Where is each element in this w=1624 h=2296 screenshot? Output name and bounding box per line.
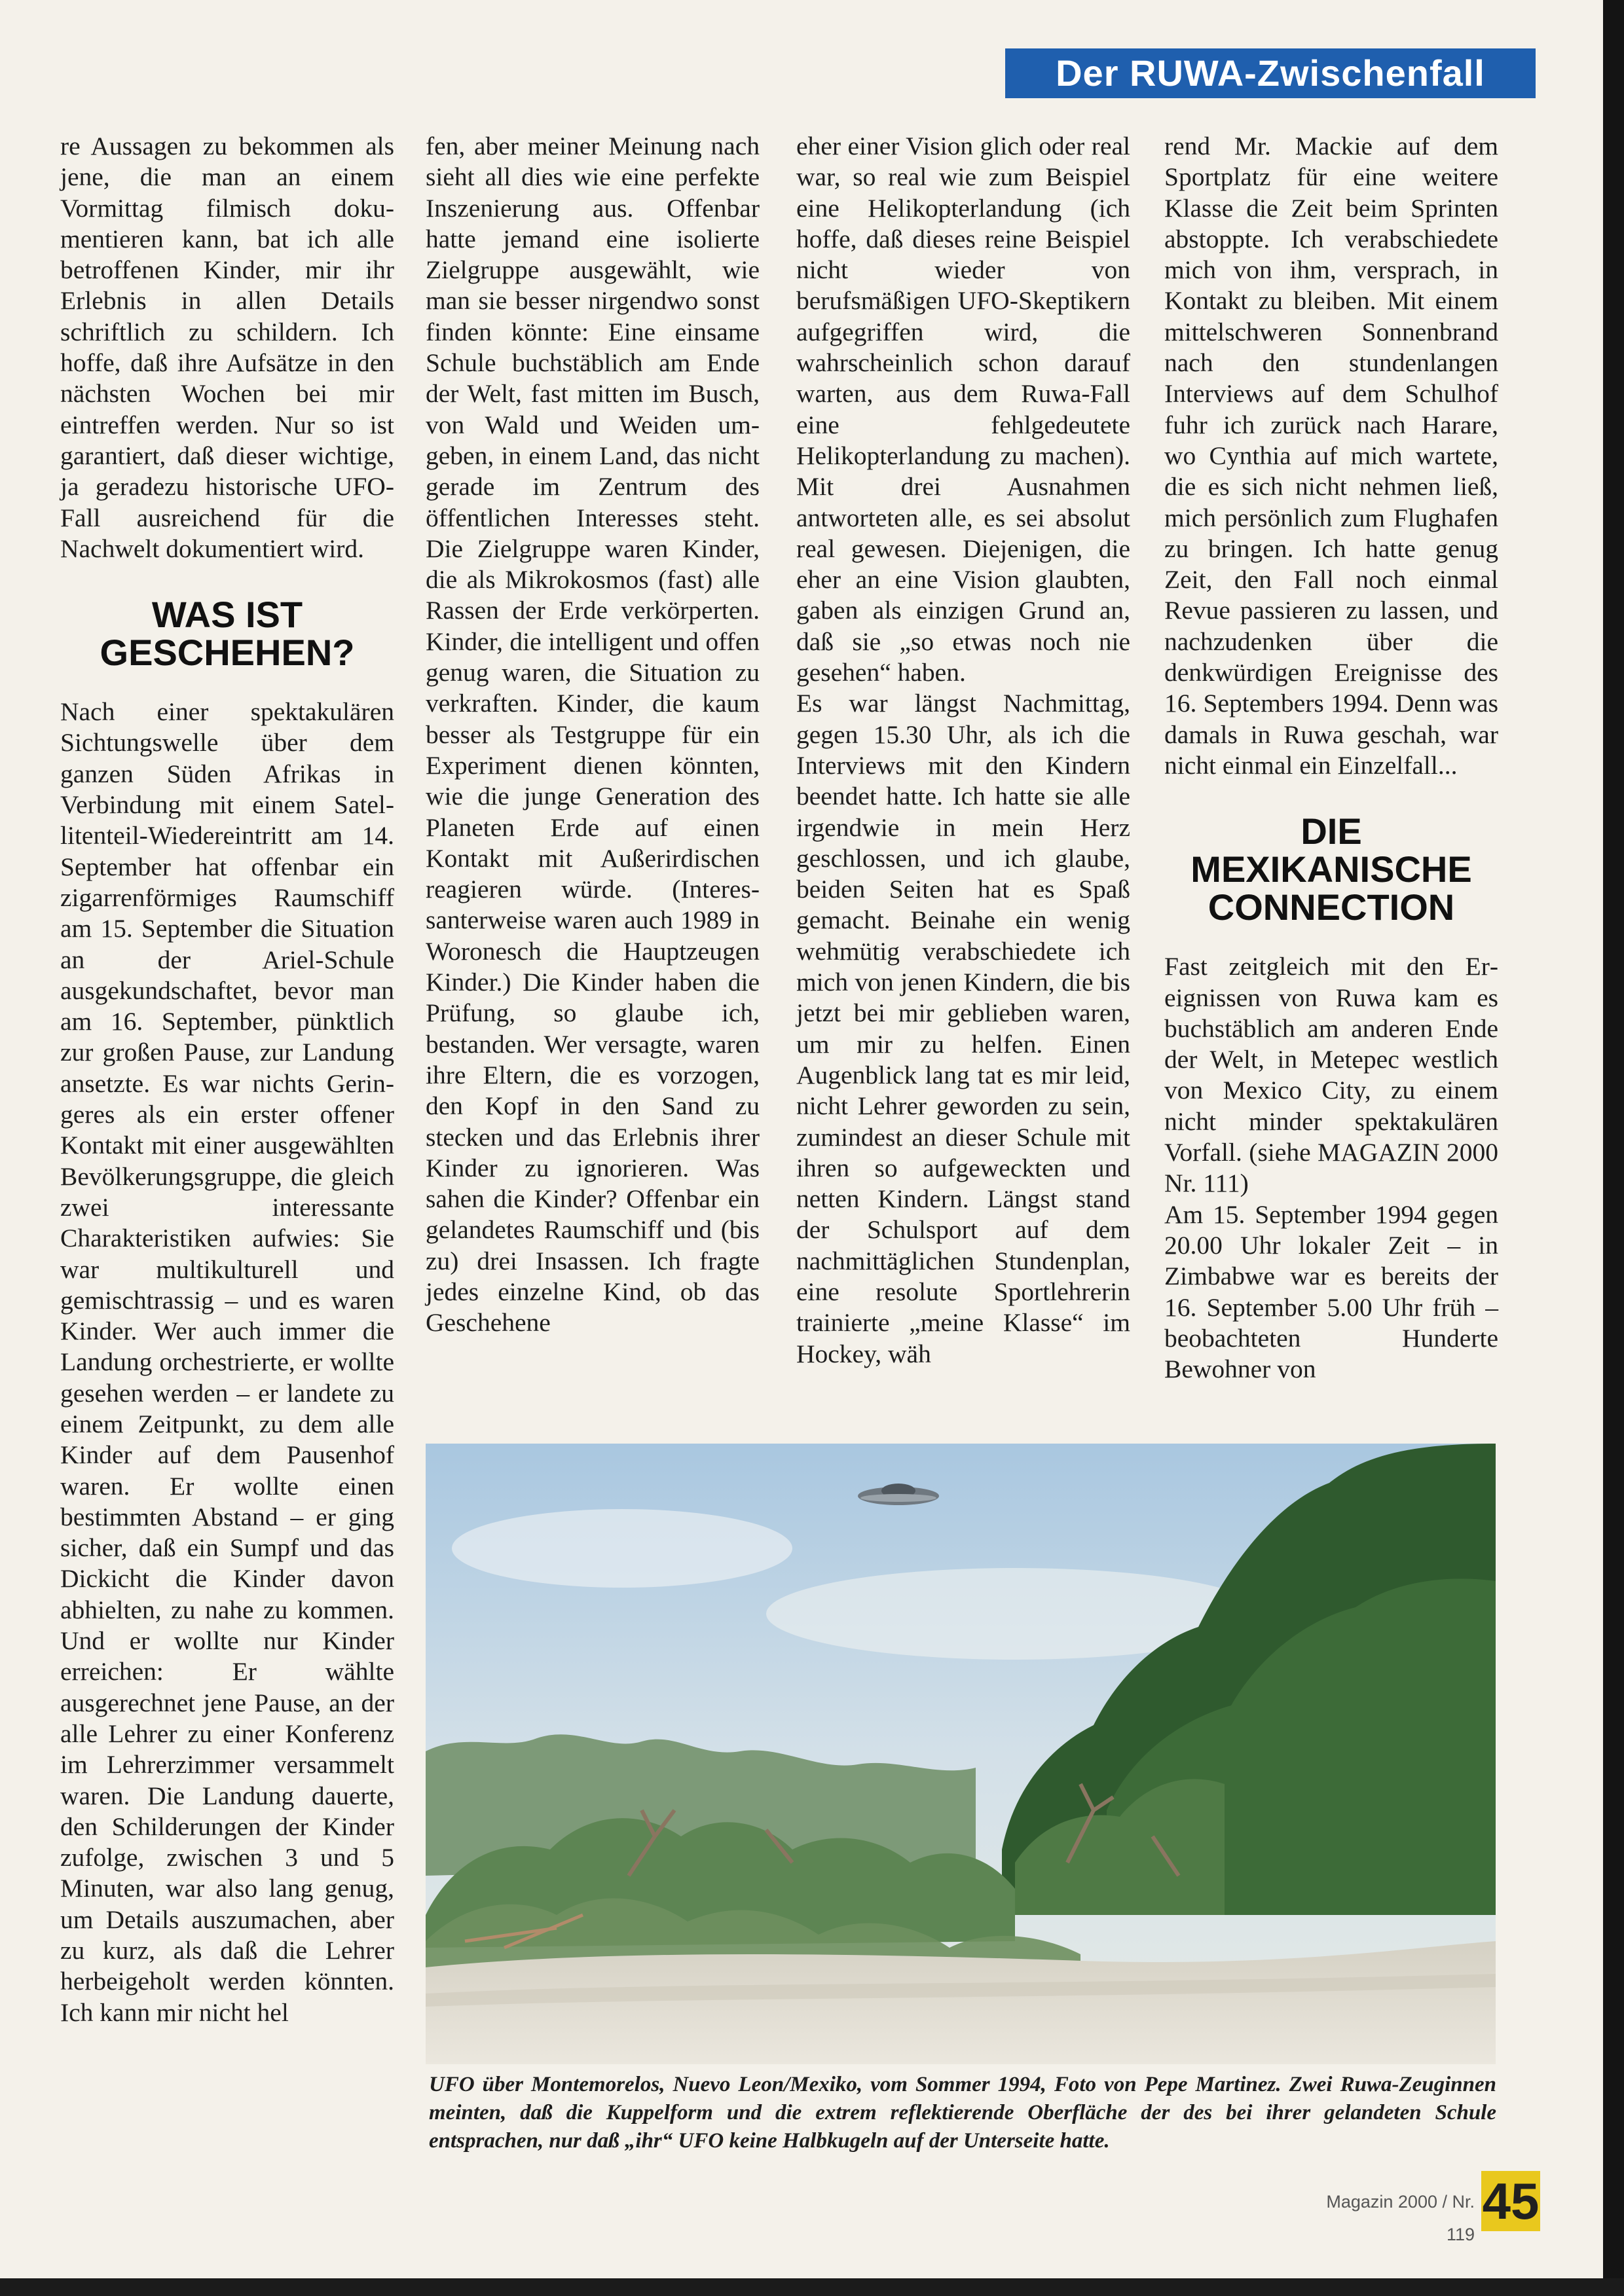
text-column-3 [796, 131, 1130, 1370]
text-column-2 [426, 131, 760, 1339]
text-column-4 [1164, 131, 1498, 1385]
section-tag: Der RUWA-Zwischenfall [1005, 48, 1536, 98]
paragraph: re Aussagen zu bekommen als jene, die man an einem Vormittag filmisch dokumentieren kann, bat ich alle betroffenen Kinder, mir ihr Erlebnis in allen Details schriftlich zu schildern. Ich hoffe, daß ihre Aufsätze in den nächsten Wochen bei mir eintreffen werden. Nur so ist garantiert, daß dieser wichtige, ja geradezu historische UFO-Fall ausreichend für die Nachwelt dokumentiert wird. [60, 132, 394, 563]
paragraph: fen, aber meiner Meinung nach sieht all dies wie eine perfekte Inszenierung aus. Offenbar hatte jemand eine isolierte Zielgruppe ausgewählt, wie man sie besser nirgendwo sonst finden könnte: Eine einsame Schule buchstäblich am Ende der Welt, fast mitten im Busch, von Wald und Weiden umgeben, in einem Land, das nicht gerade im Zentrum des öffentlichen Interesses steht. Die Zielgruppe waren Kinder, die als Mikrokosmos (fast) alle Rassen der Erde verkörperten. Kinder, die intelligent und offen genug waren, die Situation zu verkraften. Kinder, die kaum besser als Testgruppe für ein Experiment dienen könnten, wie die junge Generation des Planeten Erde auf einen Kontakt mit Außerirdischen reagieren würde. (Interessanterweise waren auch 1989 in Woronesch die Hauptzeugen Kinder.) Die Kinder haben die Prüfung, so glaube ich, bestanden. Wer versagte, waren ihre Eltern, die es vorzogen, den Kopf in den Sand zu stecken und das Erlebnis ihrer Kinder zu ignorieren. Was sahen die Kinder? Offenbar ein gelandetes Raumschiff und (bis zu) drei Insassen. Ich fragte jedes einzelne Kind, ob das Geschehene [426, 132, 760, 1338]
ufo-photo-illustration [426, 1444, 1496, 2064]
paragraph: Es war längst Nachmittag, gegen 15.30 Uhr, als ich die Interviews mit den Kindern beendet hatte. Ich hatte sie alle irgendwie in mein Herz geschlossen, und ich glaube, beiden Seiten hat es Spaß gemacht. Beinahe ein wenig wehmütig verabschiedete ich mich von jenen Kindern, die bis jetzt bei mir geblieben waren, um mir zu helfen. Einen Augenblick lang tat es mir leid, nicht Lehrer geworden zu sein, zumindest an dieser Schule mit ihren so aufgeweckten und netten Kindern. Längst stand der Schulsport auf dem nachmittäglichen Stundenplan, eine resolute Sportlehrerin trainierte „meine Klasse“ im Hockey, wäh [796, 689, 1130, 1368]
paragraph: Fast zeitgleich mit den Ereignissen von Ruwa kam es buchstäblich am anderen Ende der Welt, in Metepec westlich von Mexico City, zu einem nicht minder spektakulären Vorfall. (siehe MAGAZIN 2000 Nr. 111) [1164, 952, 1498, 1198]
page-number: 45 [1482, 2172, 1540, 2230]
paragraph: Nach einer spektakulären Sichtungswelle über dem ganzen Süden Afrikas in Verbindung mit einem Satellitenteil-Wiedereintritt am 14. September hat offenbar ein zigarrenförmiges Raumschiff am 15. September die Situation an der Ariel-Schule ausgekundschaftet, bevor man am 16. September, pünktlich zur großen Pause, zur Landung ansetzte. Es war nichts Geringeres als ein erster offener Kontakt mit einer ausgewählten Bevölkerungsgruppe, die gleich zwei interessante Charakteristiken aufwies: Sie war multikulturell und gemischtrassig – und es waren Kinder. Wer auch immer die Landung orchestrierte, er wollte gesehen werden – er landete zu einem Zeitpunkt, zu dem alle Kinder auf dem Pausenhof waren. Er wollte einen bestimmten Abstand – er ging sicher, daß ein Sumpf und das Dickicht die Kinder davon abhielten, zu nahe zu kommen. Und er wollte nur Kinder erreichen: Er wählte ausgerechnet jene Pause, an der alle Lehrer zu einer Konferenz im Lehrerzimmer versammelt waren. Die Landung dauerte, den Schilderungen der Kinder zufolge, zwischen 3 und 5 Minuten, war also lang genug, um Details auszumachen, aber zu kurz, als daß die Lehrer herbeigeholt werden könnten. Ich kann mir nicht hel [60, 697, 394, 2027]
paragraph: Am 15. September 1994 gegen 20.00 Uhr lokaler Zeit – in Zimbabwe war es bereits der 16. September 5.00 Uhr früh – beobachteten Hunderte Bewohner von [1164, 1199, 1498, 1384]
page-edge-bottom [0, 2278, 1624, 2296]
ufo-photo [426, 1444, 1496, 2064]
text-column-1 [60, 131, 394, 2028]
page-edge-right [1603, 0, 1624, 2296]
footer-magazine-issue: Magazin 2000 / Nr. 119 [1326, 2192, 1475, 2244]
photo-caption: UFO über Montemorelos, Nuevo Leon/Mexiko, vom Sommer 1994, Foto von Pepe Martinez. Zwei Ruwa-Zeuginnen meinten, daß die Kuppelform und die extrem reflektierende Oberfläche der des bei ihrer gelandeten Schule entsprachen, nur daß „ihr“ UFO keine Halbkugeln auf der Unterseite hatte. [429, 2073, 1496, 2153]
paragraph: rend Mr. Mackie auf dem Sportplatz für eine weitere Klasse die Zeit beim Sprinten abstoppte. Ich verabschiedete mich von ihm, versprach, in Kontakt zu bleiben. Mit einem mittelschweren Sonnenbrand nach den stundenlangen Interviews auf dem Schulhof fuhr ich zurück nach Harare, wo Cynthia auf mich wartete, die es sich nicht nehmen ließ, mich persönlich zum Flughafen zu bringen. Ich hatte genug Zeit, den Fall noch einmal Revue passieren zu lassen, und nachzudenken über die denkwürdigen Ereignisse des 16. Septembers 1994. Denn was damals in Ruwa geschah, war nicht einmal ein Einzelfall... [1164, 132, 1498, 780]
paragraph: eher einer Vision glich oder real war, so real wie zum Beispiel eine Helikopterlandung (ich hoffe, daß dieses reine Beispiel nicht wieder von berufsmäßigen UFO-Skeptikern aufgegriffen wird, die wahrscheinlich schon darauf warten, aus dem Ruwa-Fall eine fehlgedeutete Helikopterlandung zu machen). Mit drei Ausnahmen antworteten alle, es sei absolut real gewesen. Diejenigen, die eher an eine Vision glaubten, gaben als einzigen Grund an, daß sie „so etwas noch nie gesehen“ haben. [796, 132, 1130, 687]
subheading-was-ist-geschehen: WAS IST GESCHEHEN? [100, 594, 355, 674]
subheading-mexikanische-connection: DIE MEXIKANISCHE CONNECTION [1190, 811, 1472, 928]
